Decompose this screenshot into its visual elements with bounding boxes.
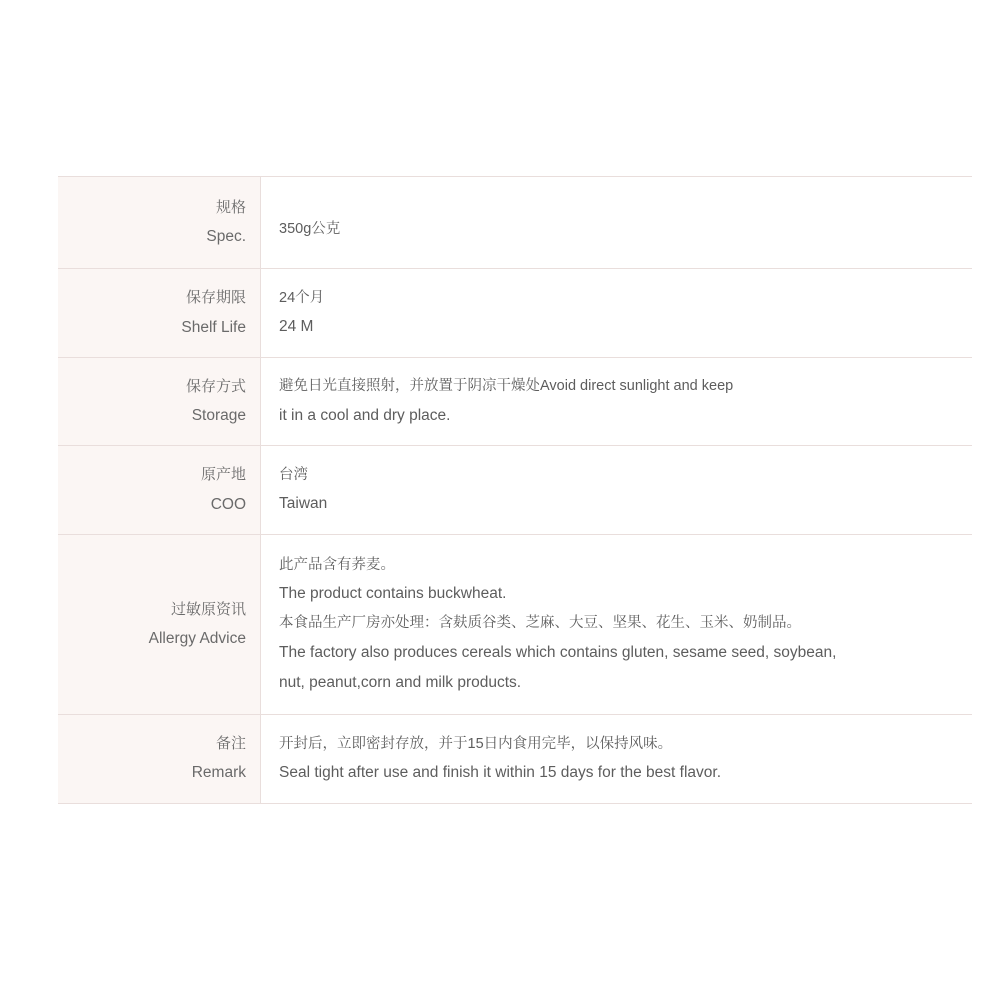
row-label-remark — [58, 715, 261, 803]
label-en: Allergy Advice — [148, 629, 246, 647]
value-line-cn: 24个月 — [279, 289, 325, 306]
value-line-cn: 避免日光直接照射，并放置于阴凉干燥处Avoid direct sunlight and keep — [279, 378, 734, 395]
table-row — [58, 534, 972, 714]
value-line-en: Taiwan — [279, 495, 328, 513]
value-line-en: nut, peanut,corn and milk products. — [279, 673, 522, 691]
value-line-cn: 本食品生产厂房亦处理：含麸质谷类、芝麻、大豆、坚果、花生、玉米、奶制品。 — [279, 615, 801, 632]
label-cn: 保存方式 — [185, 377, 246, 395]
value-line-en: The factory also produces cereals which contains gluten, sesame seed, soybean, — [279, 643, 837, 661]
table-row — [58, 357, 972, 445]
spec-table-body — [58, 177, 972, 804]
label-en: COO — [210, 495, 246, 513]
label-cn: 规格 — [215, 199, 246, 216]
label-cn: 过敏原资讯 — [170, 600, 246, 618]
table-row — [58, 177, 972, 269]
table-row — [58, 446, 972, 534]
label-en: Shelf Life — [181, 318, 246, 336]
value-line-cn: 350g公克 — [279, 220, 341, 237]
table-row — [58, 715, 972, 803]
label-en: Spec. — [206, 228, 246, 246]
row-label-spec — [58, 177, 261, 269]
value-line-en: Seal tight after use and finish it within 15 days for the best flavor. — [279, 763, 721, 781]
row-value-allergy-advice — [261, 534, 973, 714]
row-value-shelf-life — [261, 269, 973, 357]
value-line-en: The product contains buckwheat. — [279, 585, 507, 603]
row-value-remark — [261, 715, 973, 803]
value-line-cn: 此产品含有荞麦。 — [279, 556, 395, 573]
product-spec-table — [58, 176, 972, 804]
label-en: Remark — [191, 764, 246, 782]
row-label-storage — [58, 357, 261, 445]
label-en: Storage — [191, 407, 246, 425]
row-label-allergy-advice — [58, 534, 261, 714]
row-value-coo — [261, 446, 973, 534]
label-cn: 原产地 — [200, 466, 246, 484]
row-value-spec — [261, 177, 973, 269]
row-label-coo — [58, 446, 261, 534]
row-label-shelf-life — [58, 269, 261, 357]
value-line-cn: 台湾 — [279, 466, 308, 483]
table-row — [58, 269, 972, 357]
label-cn: 备注 — [215, 735, 246, 753]
row-value-storage — [261, 357, 973, 445]
label-cn: 保存期限 — [185, 289, 246, 307]
value-line-en: 24 M — [279, 318, 314, 336]
value-line-en: it in a cool and dry place. — [279, 406, 451, 424]
value-line-cn: 开封后，立即密封存放，并于15日内食用完毕，以保持风味。 — [279, 735, 673, 752]
